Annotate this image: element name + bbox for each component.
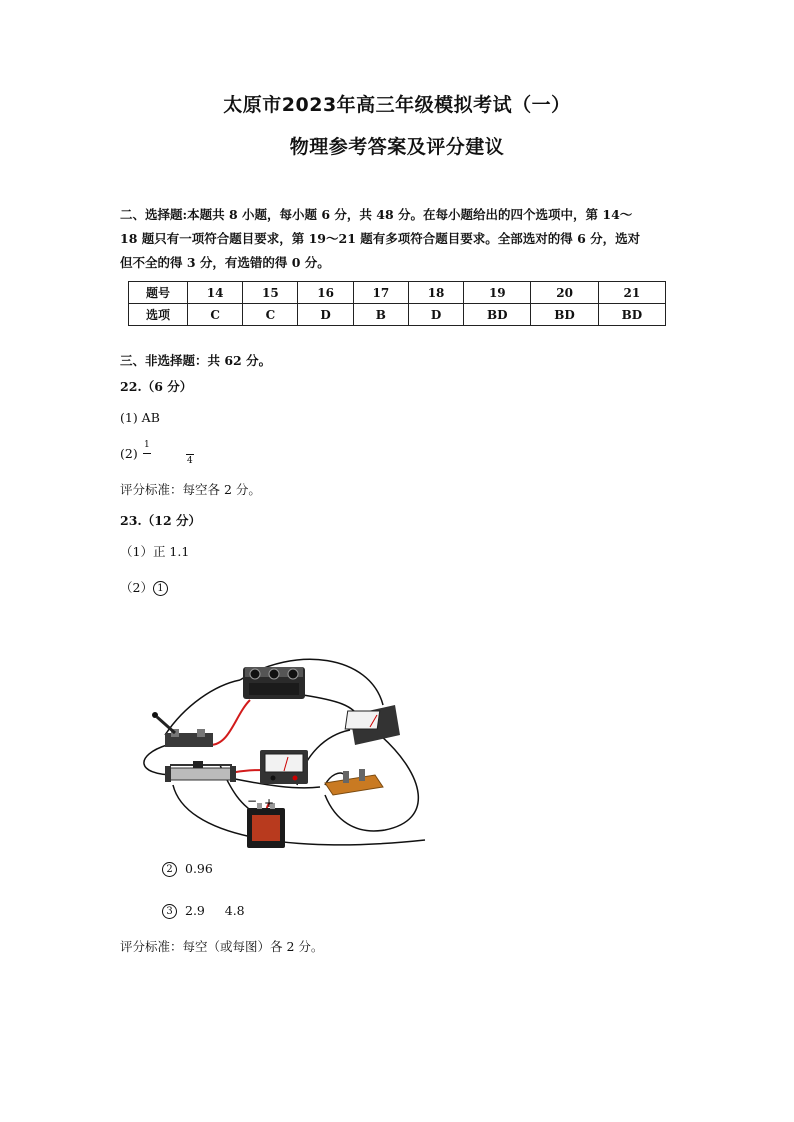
table-cell: 16: [298, 282, 353, 304]
table-cell: BD: [531, 304, 598, 326]
red-wire: [210, 700, 250, 745]
section2-intro-line3: 但不全的得 3 分，有选错的得 0 分。: [120, 255, 330, 270]
q23-sub2-value: 0.96: [185, 861, 213, 876]
battery-plus-label: +: [264, 796, 275, 810]
resistance-box-icon: [243, 667, 305, 699]
fraction-bar: [186, 454, 194, 455]
circled-number-3: 3: [162, 904, 177, 919]
page-title: 太原市2023年高三年级模拟考试（一）: [223, 94, 571, 116]
q23-sub2: [162, 860, 213, 878]
answer-table: [128, 281, 666, 326]
table-cell: D: [408, 304, 463, 326]
table-cell: 20: [531, 282, 598, 304]
ammeter-icon: [345, 705, 400, 745]
rheostat-icon: [165, 761, 236, 782]
q23-sub3-value: 2.9 4.8: [185, 903, 245, 918]
voltmeter-icon: [260, 750, 308, 784]
table-row-numbers: [129, 282, 666, 304]
q22-answer2-label: (2): [120, 446, 138, 461]
section3-heading: 三、非选择题：共 62 分。: [120, 353, 272, 368]
q23-answer2: [120, 579, 176, 597]
table-cell: 21: [598, 282, 665, 304]
q22-heading: 22.（6 分）: [120, 379, 193, 394]
q23-heading: 23.（12 分）: [120, 513, 201, 528]
table-cell: B: [353, 304, 408, 326]
wire: [165, 680, 240, 735]
switch-icon: [152, 712, 213, 747]
table-row-answers: [129, 304, 666, 326]
page-subtitle: 物理参考答案及评分建议: [289, 136, 505, 158]
table-cell: 14: [188, 282, 243, 304]
circled-number-2: 2: [162, 862, 177, 877]
table-cell: D: [298, 304, 353, 326]
battery-minus-label: −: [247, 794, 258, 808]
circuit-diagram: [125, 645, 435, 855]
q22-answer1: (1) AB: [120, 410, 160, 425]
q22-fraction-denominator: 4: [187, 456, 193, 466]
q23-answer1: （1）正 1.1: [120, 544, 190, 559]
q22-scoring: 评分标准：每空各 2 分。: [120, 482, 261, 497]
section2-intro-line1: 二、选择题:本题共 8 小题，每小题 6 分，共 48 分。在每小题给出的四个选项中，第 14～: [120, 207, 633, 222]
q23-scoring: 评分标准：每空（或每图）各 2 分。: [120, 939, 324, 954]
q23-sub3: [162, 902, 245, 920]
table-header-cell: 题号: [129, 282, 188, 304]
table-cell: 17: [353, 282, 408, 304]
q23-answer2-label: （2）: [120, 580, 153, 595]
wire: [173, 785, 425, 845]
table-cell: BD: [598, 304, 665, 326]
table-cell: 19: [464, 282, 531, 304]
resistor-board-icon: [325, 769, 383, 795]
table-cell: C: [243, 304, 298, 326]
circled-number-1: 1: [153, 581, 168, 596]
section2-intro: [120, 203, 680, 275]
table-cell: BD: [464, 304, 531, 326]
fraction-bar: [143, 453, 151, 454]
table-cell: C: [188, 304, 243, 326]
table-cell: 15: [243, 282, 298, 304]
section2-intro-line2: 18 题只有一项符合题目要求，第 19～21 题有多项符合题目要求。全部选对的得 6 分，选对: [120, 231, 641, 246]
table-header-cell: 选项: [129, 304, 188, 326]
table-cell: 18: [408, 282, 463, 304]
q22-fraction-numerator: 1: [144, 440, 150, 450]
